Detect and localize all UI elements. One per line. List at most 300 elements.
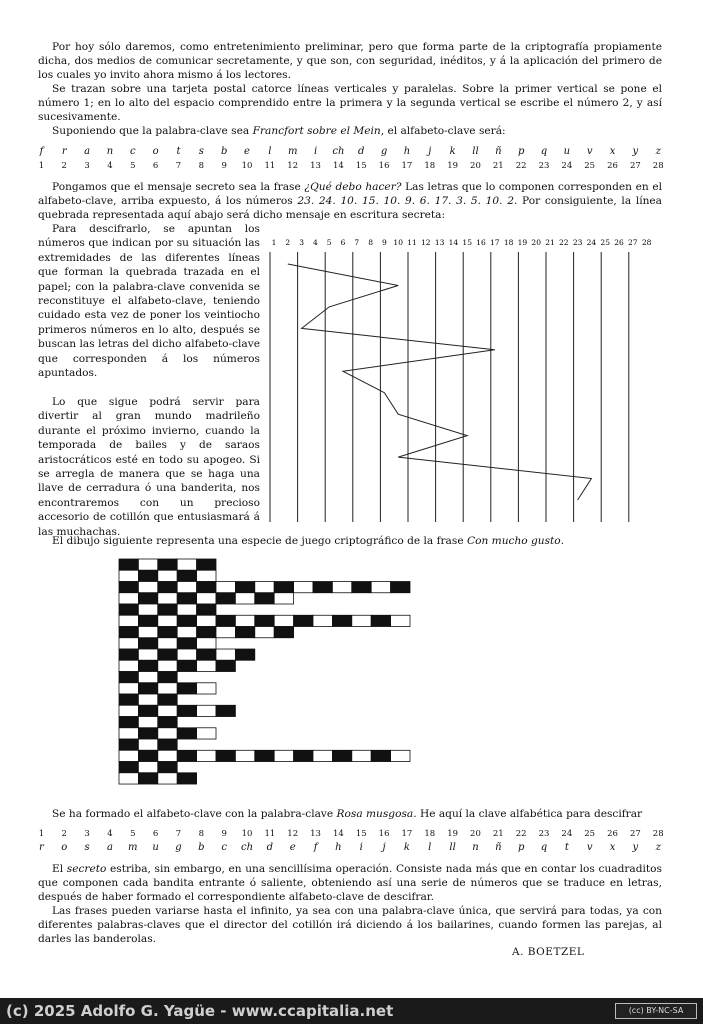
checker-square [138, 694, 157, 705]
checker-square [216, 649, 235, 660]
checker-square [158, 694, 177, 705]
alphabet2-letter: d [266, 842, 274, 853]
drawing-intro-text: El dibujo siguiente representa una especie de juego criptográfico de la frase [52, 535, 464, 547]
secret-body: estriba, sin embargo, en una sencillísima operación. Consiste nada más que en contar los cuadraditos que componen cada bandita entrante ó saliente, obteniendo así una serie de números que se traduce en letras, después de haber formado el correspondiente alfabeto-clave de descifrar. [38, 863, 662, 903]
alphabet1-number: 19 [447, 161, 459, 171]
checker-square [158, 615, 177, 626]
checker-square [332, 582, 351, 593]
column-label: 12 [421, 238, 431, 247]
alphabet2-letter: s [84, 842, 90, 853]
alphabet2-letter: z [655, 842, 661, 853]
message-tail: Por consiguiente, la línea quebrada representada aquí abajo será dicho mensaje en escritura secreta: [38, 195, 662, 221]
drawing-intro-paragraph: El dibujo siguiente representa una especie de juego criptográfico de la frase Con mucho gusto. [52, 535, 565, 547]
checker-square [119, 660, 138, 671]
checker-square [255, 627, 274, 638]
column-label: 24 [586, 238, 597, 247]
checker-square [352, 582, 371, 593]
alphabet1-number: 12 [287, 161, 299, 171]
alphabet2-letter: p [517, 842, 525, 853]
checker-square [138, 638, 157, 649]
checker-square [177, 582, 196, 593]
alphabet2-number: 23 [538, 829, 550, 839]
alphabet1-number: 18 [424, 161, 436, 171]
checker-square [216, 582, 235, 593]
clave-intro: Se ha formado el alfabeto-clave con la palabra-clave [52, 808, 334, 820]
checker-square [197, 593, 216, 604]
alphabet2-number: 11 [264, 829, 276, 839]
alphabet2-letter: ñ [495, 842, 502, 853]
alphabet1-letter: j [428, 146, 432, 157]
column-label: 23 [572, 238, 583, 247]
checker-square [216, 660, 235, 671]
secret-lead: El [52, 863, 64, 875]
alphabet2-number: 10 [241, 829, 253, 839]
postcard-paragraph: Se trazan sobre una tarjeta postal catorce líneas verticales y paralelas. Sobre la primer vertical se pone el número 1; en lo alto del espacio comprendido entre la primera y la segunda vertical se escribe el número 2, y así sucesivamente. [38, 83, 662, 123]
alphabet1-number: 20 [470, 161, 481, 171]
alphabet1-number: 26 [607, 161, 618, 171]
column-label: 4 [313, 238, 318, 247]
zigzag-cipher-diagram [266, 234, 662, 524]
alphabet1-letter: f [39, 146, 44, 157]
column-label: 5 [326, 238, 332, 247]
message-paragraph [38, 180, 662, 222]
checker-square [158, 660, 177, 671]
checker-cipher-drawing [115, 557, 555, 787]
alphabet2-letter: r [39, 842, 44, 853]
alphabet2-letter: m [128, 842, 138, 853]
checker-square [197, 615, 216, 626]
checker-square [138, 660, 157, 671]
checker-square [119, 582, 138, 593]
alphabet2-letter: u [152, 842, 159, 853]
alphabet1-letter: m [287, 146, 298, 157]
alphabet2-number: 4 [107, 829, 113, 839]
checker-square [138, 683, 157, 694]
alphabet1-number: 23 [538, 161, 550, 171]
alphabet1-letter: x [609, 146, 616, 157]
alphabet2-number: 1 [38, 829, 45, 839]
checker-square [138, 627, 157, 638]
checker-square [197, 638, 216, 649]
checker-square [138, 762, 157, 773]
alphabet2-number: 27 [629, 829, 641, 839]
checker-square [158, 604, 177, 615]
final-paragraph: Las frases pueden variarse hasta el infinito, ya sea con una palabra-clave única, que servirá para todas, ya con diferentes palabras-claves que el director del cotillón irá diciendo á los bailarines, cuando formen las parejas, al darles las banderolas. [38, 905, 662, 945]
alphabet1-letter: ñ [495, 146, 502, 157]
alphabet2-number: 19 [447, 829, 459, 839]
checker-square [138, 649, 157, 660]
message-mid: Las letras que lo componen corresponden en el alfabeto-clave, arriba expuesto, á los números [38, 181, 662, 207]
alphabet1-letter: v [586, 146, 593, 157]
alphabet2-number: 17 [401, 829, 413, 839]
alphabet2-number: 2 [61, 829, 67, 839]
checker-square [138, 604, 157, 615]
madrid-paragraph: Lo que sigue podrá servir para divertir al gran mundo madrileño durante el próximo invierno, cuando la temporada de bailes y de saraos aristocráticos esté en todo su apogeo. Si se arregla de manera que se haga una llave de cerradura ó una banderita, nos encontraremos con un precioso accesorio de cotillón que entusiasmará á las muchachas. [38, 396, 260, 538]
checker-square [255, 582, 274, 593]
alphabet2-number: 20 [470, 829, 481, 839]
alphabet1-number: 8 [198, 161, 205, 171]
checker-square [138, 728, 157, 739]
keyword-phrase: Francfort sobre el Mein [252, 125, 381, 137]
alphabet1-letter: z [655, 146, 661, 157]
column-label: 14 [448, 238, 459, 247]
checker-square [119, 750, 138, 761]
alphabet1-letter: s [198, 146, 204, 157]
column-label: 18 [503, 238, 514, 247]
checker-square [216, 615, 235, 626]
checker-square [119, 672, 138, 683]
checker-square [235, 750, 254, 761]
checker-square [274, 615, 293, 626]
column-label: 1 [271, 238, 277, 247]
checker-square [332, 615, 351, 626]
checker-square [138, 615, 157, 626]
secret-word: secreto [66, 863, 107, 875]
keyword-paragraph [38, 124, 662, 138]
checker-square [197, 683, 216, 694]
alphabet1-letter: l [268, 146, 272, 157]
checker-square [158, 627, 177, 638]
alphabet2-letter: c [221, 842, 227, 853]
alphabet1-letter: y [632, 146, 639, 157]
checker-square [177, 705, 196, 716]
alphabet2-letter: b [198, 842, 205, 853]
alphabet1-number: 28 [652, 161, 664, 171]
checker-square [119, 762, 138, 773]
checker-square [158, 683, 177, 694]
checker-square [138, 570, 157, 581]
alphabet2-letter: g [175, 842, 182, 853]
alphabet1-letter: p [517, 146, 525, 157]
checker-square [391, 582, 410, 593]
column-label: 8 [368, 238, 373, 247]
keyword-lead: Suponiendo que la palabra-clave sea [52, 125, 250, 137]
alphabet1-number: 9 [221, 161, 227, 171]
column-label: 7 [354, 238, 360, 247]
alphabet2-letter: i [359, 842, 363, 853]
checker-square [158, 649, 177, 660]
checker-square [352, 750, 371, 761]
checker-square [158, 762, 177, 773]
alphabet1-number: 3 [84, 161, 90, 171]
alphabet2-number: 8 [198, 829, 205, 839]
checker-square [197, 627, 216, 638]
alphabet1-number: 13 [310, 161, 321, 171]
intro-paragraph: Por hoy sólo daremos, como entretenimiento preliminar, pero que forma parte de la criptografía propiamente dicha, dos medios de comunicar secretamente, y que son, con seguridad, inéditos, y á la aplicación del primero de los cuales yo invito ahora mismo á los lectores. [38, 41, 662, 81]
checker-square [158, 773, 177, 784]
alphabet2-number: 9 [221, 829, 227, 839]
alphabet2-number: 15 [355, 829, 367, 839]
alphabet1-letter: c [129, 146, 136, 157]
checker-square [177, 570, 196, 581]
checker-square [119, 773, 138, 784]
alphabet1-letter: k [449, 146, 456, 157]
alphabet2-letter: o [61, 842, 68, 853]
checker-square [119, 739, 138, 750]
checker-square [216, 750, 235, 761]
column-label: 19 [517, 238, 528, 247]
alphabet1-letter: g [380, 146, 388, 157]
column-label: 28 [641, 238, 652, 247]
checker-square [235, 627, 254, 638]
checker-square [119, 717, 138, 728]
alphabet2-letter: j [382, 842, 386, 853]
alphabet2-letter: y [632, 842, 639, 853]
checker-square [274, 627, 293, 638]
checker-square [119, 694, 138, 705]
checker-square [235, 593, 254, 604]
alphabet2-letter: x [609, 842, 616, 853]
checker-square [119, 570, 138, 581]
clave-keyword: Rosa musgosa [336, 808, 414, 820]
checker-square [138, 773, 157, 784]
checker-square [119, 683, 138, 694]
secret-paragraph [38, 862, 662, 904]
alphabet2-letter: ll [449, 842, 456, 853]
column-label: 22 [559, 238, 569, 247]
checker-square [177, 750, 196, 761]
clave-outro: . He aquí la clave alfabética para descifrar [413, 808, 643, 820]
column-label: 3 [299, 238, 304, 247]
alphabet1-letter: ch [332, 146, 345, 157]
checker-square [371, 582, 390, 593]
alphabet1-letter: n [106, 146, 114, 157]
checker-square [138, 672, 157, 683]
alphabet1-letter: q [540, 146, 548, 157]
license-badge: (cc) BY-NC-SA [615, 1003, 697, 1019]
column-label: 15 [462, 238, 472, 247]
checker-square [177, 559, 196, 570]
checker-square [158, 570, 177, 581]
alphabet1-letter: i [313, 146, 318, 157]
alphabet1-letter: t [176, 146, 181, 157]
decipher-paragraph: Para descifrarlo, se apuntan los números que indican por su situación las extremidades de las diferentes líneas que forman la quebrada trazada en el papel; con la palabra-clave convenida se reconstituye el alfabeto-clave, teniendo cuidado esta vez de poner los veintiocho primeros números en lo alto, después se buscan las letras del dicho alfabeto-clave que corresponden á los números apuntados. [38, 223, 260, 380]
alphabet2-number: 14 [332, 829, 344, 839]
clave-paragraph [38, 807, 662, 821]
column-label: 17 [490, 238, 500, 247]
alphabet1-letter: b [220, 146, 228, 157]
alphabet2-letter: h [335, 842, 342, 853]
alphabet2-letter: t [564, 842, 569, 853]
alphabet1-number: 25 [584, 161, 596, 171]
column-label: 9 [382, 238, 387, 247]
alphabet2-number: 5 [130, 829, 136, 839]
alphabet1-number: 27 [629, 161, 641, 171]
checker-square [294, 615, 313, 626]
alphabet1-number: 4 [107, 161, 113, 171]
checker-square [255, 615, 274, 626]
alphabet1-number: 1 [38, 161, 45, 171]
alphabet1-number: 5 [130, 161, 136, 171]
checker-square [371, 750, 390, 761]
checker-square [216, 593, 235, 604]
checker-square [371, 615, 390, 626]
keyword-tail: , el alfabeto-clave será: [380, 125, 506, 137]
alphabet2-letter: e [289, 842, 296, 853]
checker-square [158, 593, 177, 604]
checker-square [255, 750, 274, 761]
alphabet1-number: 14 [332, 161, 344, 171]
alphabet1-number: 22 [515, 161, 527, 171]
alphabet2-letter: a [106, 842, 113, 853]
alphabet1-letter: e [244, 146, 250, 157]
message-lead: Pongamos que el mensaje secreto sea la frase [52, 181, 301, 193]
checker-square [119, 638, 138, 649]
alphabet1-letter: ll [472, 146, 479, 157]
message-numbers: 23. 24. 10. 15. 10. 9. 6. 17. 3. 5. 10. 2. [297, 195, 518, 207]
checker-square [158, 728, 177, 739]
alphabet1-number: 16 [378, 161, 390, 171]
checker-square [138, 717, 157, 728]
alphabet1-number: 15 [355, 161, 367, 171]
checker-square [197, 649, 216, 660]
column-label: 20 [531, 238, 541, 247]
alphabet1-number: 21 [492, 161, 504, 171]
checker-square [313, 750, 332, 761]
alphabet2-number: 26 [607, 829, 618, 839]
checker-square [158, 739, 177, 750]
checker-square [119, 627, 138, 638]
checker-square [138, 750, 157, 761]
checker-square [177, 649, 196, 660]
footer-bar [0, 998, 703, 1024]
checker-square [119, 604, 138, 615]
checker-square [177, 638, 196, 649]
checker-square [332, 750, 351, 761]
column-label: 25 [600, 238, 610, 247]
checker-square [119, 705, 138, 716]
checker-square [158, 559, 177, 570]
alphabet1-letter-row [30, 146, 670, 157]
checker-square [138, 739, 157, 750]
alphabet1-number-row [30, 161, 670, 171]
alphabet2-letter: ch [240, 842, 254, 853]
drawing-phrase: Con mucho gusto [466, 535, 561, 547]
checker-square [274, 750, 293, 761]
checker-square [119, 728, 138, 739]
alphabet2-number: 3 [84, 829, 90, 839]
checker-square [235, 615, 254, 626]
footer-credit: (c) 2025 Adolfo G. Yagüe - www.ccapitalia.net [6, 1002, 394, 1020]
checker-square [197, 570, 216, 581]
alphabet2-number: 18 [424, 829, 436, 839]
column-label: 21 [545, 238, 555, 247]
message-phrase: ¿Qué debo hacer? [304, 181, 402, 193]
checker-square [294, 582, 313, 593]
checker-square [197, 660, 216, 671]
checker-square [119, 559, 138, 570]
checker-square [197, 582, 216, 593]
alphabet2-number: 28 [652, 829, 664, 839]
column-label: 10 [393, 238, 403, 247]
checker-square [197, 604, 216, 615]
alphabet2-number: 12 [287, 829, 299, 839]
alphabet2-letter: k [403, 842, 410, 853]
author-signature: A. BOETZEL [512, 946, 585, 958]
checker-square [274, 582, 293, 593]
alphabet1-number: 10 [241, 161, 253, 171]
checker-square [119, 593, 138, 604]
checker-square [235, 582, 254, 593]
alphabet1-letter: a [84, 146, 91, 157]
checker-square [138, 593, 157, 604]
checker-square [177, 627, 196, 638]
checker-square [158, 672, 177, 683]
alphabet2-number-row [30, 829, 670, 839]
column-label: 2 [285, 238, 291, 247]
alphabet1-number: 11 [264, 161, 276, 171]
column-label: 26 [614, 238, 624, 247]
alphabet1-letter: h [403, 146, 411, 157]
checker-square [177, 773, 196, 784]
checker-square [197, 750, 216, 761]
alphabet2-number: 16 [378, 829, 390, 839]
checker-square [197, 705, 216, 716]
checker-square [119, 649, 138, 660]
checker-square [235, 649, 254, 660]
checker-square [274, 593, 293, 604]
checker-square [138, 705, 157, 716]
alphabet2-letter-row [30, 842, 670, 853]
checker-square [177, 660, 196, 671]
checker-square [313, 615, 332, 626]
alphabet1-number: 24 [561, 161, 573, 171]
alphabet1-letter: o [152, 146, 159, 157]
checker-square [216, 627, 235, 638]
checker-square [216, 705, 235, 716]
alphabet1-number: 6 [152, 161, 159, 171]
checker-square [119, 615, 138, 626]
checker-square [158, 582, 177, 593]
checker-square [177, 728, 196, 739]
alphabet2-number: 25 [584, 829, 596, 839]
checker-square [197, 728, 216, 739]
alphabet1-letter: d [358, 146, 365, 157]
checker-square [158, 705, 177, 716]
alphabet2-number: 24 [561, 829, 573, 839]
alphabet2-letter: n [472, 842, 479, 853]
checker-square [255, 593, 274, 604]
column-label: 11 [407, 238, 417, 247]
checker-square [138, 582, 157, 593]
column-label: 27 [628, 238, 638, 247]
checker-square [391, 750, 410, 761]
checker-square [177, 604, 196, 615]
alphabet2-letter: q [540, 842, 548, 853]
alphabet1-number: 17 [401, 161, 413, 171]
checker-square [158, 717, 177, 728]
checker-square [138, 559, 157, 570]
checker-square [158, 638, 177, 649]
alphabet2-letter: l [428, 842, 432, 853]
column-label: 13 [434, 238, 445, 247]
alphabet2-number: 21 [492, 829, 504, 839]
alphabet1-letter: r [61, 146, 67, 157]
checker-square [391, 615, 410, 626]
checker-square [313, 582, 332, 593]
checker-square [177, 683, 196, 694]
checker-square [197, 559, 216, 570]
checker-square [177, 615, 196, 626]
alphabet2-number: 6 [152, 829, 159, 839]
alphabet1-letter: u [563, 146, 571, 157]
checker-square [158, 750, 177, 761]
alphabet1-number: 7 [175, 161, 182, 171]
alphabet2-letter: f [313, 842, 318, 853]
checker-square [177, 593, 196, 604]
alphabet2-letter: v [586, 842, 593, 853]
checker-square [352, 615, 371, 626]
